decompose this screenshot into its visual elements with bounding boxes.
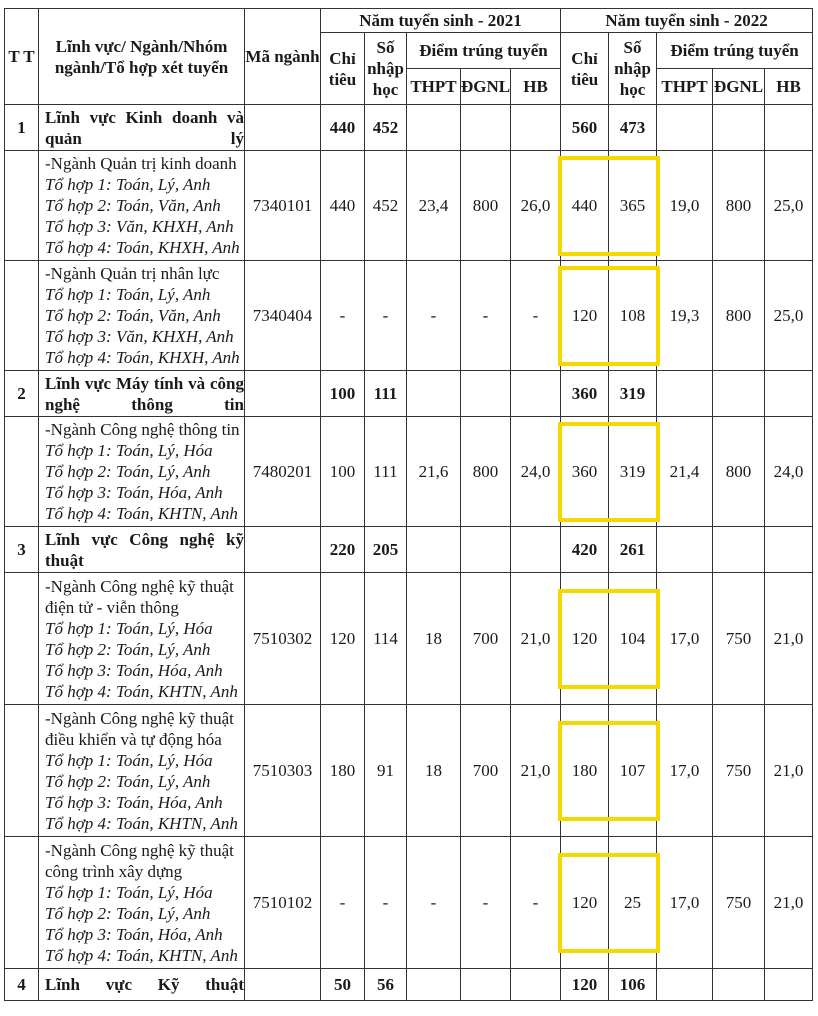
header-enrolled-2021: Số nhập học bbox=[365, 33, 407, 105]
section-code bbox=[245, 371, 321, 417]
major-name-cell bbox=[39, 837, 245, 969]
major-thpt-2022: 21,4 bbox=[657, 417, 713, 527]
section-thpt-2021 bbox=[407, 105, 461, 151]
major-thpt-2022: 17,0 bbox=[657, 837, 713, 969]
section-row bbox=[5, 105, 813, 151]
header-thpt-2022: THPT bbox=[657, 69, 713, 105]
major-row bbox=[5, 837, 813, 969]
major-hb-2022: 25,0 bbox=[765, 261, 813, 371]
major-dgnl-2021: 700 bbox=[461, 705, 511, 837]
major-hb-2022: 21,0 bbox=[765, 573, 813, 705]
section-row bbox=[5, 527, 813, 573]
major-dgnl-2022: 800 bbox=[713, 151, 765, 261]
section-quota-2022: 360 bbox=[561, 371, 609, 417]
major-quota-2021: 100 bbox=[321, 417, 365, 527]
major-hb-2021: 24,0 bbox=[511, 417, 561, 527]
combo-label: Tổ hợp 1: Toán, Lý, Anh bbox=[45, 285, 211, 304]
major-quota-2022: 440 bbox=[561, 151, 609, 261]
highlight-box bbox=[558, 589, 660, 689]
major-enrolled-2021: - bbox=[365, 261, 407, 371]
highlight-box bbox=[558, 266, 660, 366]
major-tt bbox=[5, 705, 39, 837]
combo-label: Tổ hợp 3: Văn, KHXH, Anh bbox=[45, 327, 234, 346]
section-code bbox=[245, 969, 321, 1001]
major-code: 7510303 bbox=[245, 705, 321, 837]
section-hb-2021 bbox=[511, 969, 561, 1001]
section-number: 1 bbox=[5, 105, 39, 151]
major-thpt-2021: 18 bbox=[407, 705, 461, 837]
major-dgnl-2022: 750 bbox=[713, 705, 765, 837]
section-thpt-2021 bbox=[407, 371, 461, 417]
section-dgnl-2021 bbox=[461, 527, 511, 573]
major-enrolled-2021: - bbox=[365, 837, 407, 969]
section-enrolled-2021: 452 bbox=[365, 105, 407, 151]
section-thpt-2022 bbox=[657, 527, 713, 573]
major-name: -Ngành Công nghệ kỹ thuật điều khiển và tự động hóa bbox=[45, 708, 234, 749]
header-thpt-2021: THPT bbox=[407, 69, 461, 105]
section-hb-2021 bbox=[511, 105, 561, 151]
section-dgnl-2021 bbox=[461, 969, 511, 1001]
combo-label: Tổ hợp 1: Toán, Lý, Hóa bbox=[45, 441, 213, 460]
section-enrolled-2022: 473 bbox=[609, 105, 657, 151]
major-row bbox=[5, 573, 813, 705]
section-quota-2021: 50 bbox=[321, 969, 365, 1001]
section-name-text: Lĩnh vực Kỹ thuật bbox=[45, 975, 244, 994]
table-body bbox=[5, 105, 813, 1001]
major-name-cell bbox=[39, 151, 245, 261]
major-dgnl-2022: 750 bbox=[713, 837, 765, 969]
section-dgnl-2021 bbox=[461, 371, 511, 417]
section-hb-2022 bbox=[765, 969, 813, 1001]
combo-label: Tổ hợp 2: Toán, Lý, Anh bbox=[45, 903, 211, 923]
section-thpt-2022 bbox=[657, 969, 713, 1001]
section-name-text: Lĩnh vực Công nghệ kỹ thuật bbox=[45, 529, 244, 570]
major-thpt-2021: 23,4 bbox=[407, 151, 461, 261]
major-quota-2021: 440 bbox=[321, 151, 365, 261]
combo-label: Tổ hợp 3: Văn, KHXH, Anh bbox=[45, 217, 234, 236]
combo-label: Tổ hợp 2: Toán, Lý, Anh bbox=[45, 462, 211, 481]
major-thpt-2022: 17,0 bbox=[657, 573, 713, 705]
major-dgnl-2021: - bbox=[461, 837, 511, 969]
section-quota-2021: 100 bbox=[321, 371, 365, 417]
section-dgnl-2022 bbox=[713, 371, 765, 417]
section-hb-2022 bbox=[765, 371, 813, 417]
major-thpt-2022: 19,3 bbox=[657, 261, 713, 371]
major-hb-2021: - bbox=[511, 837, 561, 969]
major-enrolled-2022: 107 bbox=[609, 705, 657, 837]
section-hb-2022 bbox=[765, 105, 813, 151]
major-thpt-2021: 21,6 bbox=[407, 417, 461, 527]
major-name-cell bbox=[39, 573, 245, 705]
header-year-2022: Năm tuyển sinh - 2022 bbox=[561, 9, 813, 33]
combo-label: Tổ hợp 4: Toán, KHTN, Anh bbox=[45, 681, 238, 701]
highlight-box bbox=[558, 422, 660, 522]
major-enrolled-2022: 108 bbox=[609, 261, 657, 371]
section-name-text: Lĩnh vực Máy tính và công nghệ thông tin bbox=[45, 373, 244, 414]
combo-label: Tổ hợp 2: Toán, Lý, Anh bbox=[45, 639, 211, 659]
highlight-box bbox=[558, 721, 660, 821]
combo-label: Tổ hợp 4: Toán, KHTN, Anh bbox=[45, 945, 238, 965]
major-thpt-2021: - bbox=[407, 261, 461, 371]
header-enrolled-2022: Số nhập học bbox=[609, 33, 657, 105]
section-quota-2022: 420 bbox=[561, 527, 609, 573]
header-tt: T T bbox=[5, 9, 39, 105]
major-hb-2022: 24,0 bbox=[765, 417, 813, 527]
section-dgnl-2022 bbox=[713, 969, 765, 1001]
major-tt bbox=[5, 417, 39, 527]
major-hb-2021: 21,0 bbox=[511, 705, 561, 837]
major-code: 7480201 bbox=[245, 417, 321, 527]
major-quota-2021: 120 bbox=[321, 573, 365, 705]
major-name-cell bbox=[39, 705, 245, 837]
section-row bbox=[5, 371, 813, 417]
major-code: 7510102 bbox=[245, 837, 321, 969]
major-thpt-2021: - bbox=[407, 837, 461, 969]
section-name bbox=[39, 105, 245, 151]
major-name-cell bbox=[39, 417, 245, 527]
major-dgnl-2022: 800 bbox=[713, 417, 765, 527]
section-thpt-2021 bbox=[407, 527, 461, 573]
major-quota-2021: - bbox=[321, 261, 365, 371]
header-dgnl-2022: ĐGNL bbox=[713, 69, 765, 105]
major-name: -Ngành Công nghệ kỹ thuật công trình xây dựng bbox=[45, 840, 234, 881]
section-dgnl-2022 bbox=[713, 527, 765, 573]
section-hb-2021 bbox=[511, 527, 561, 573]
combo-label: Tổ hợp 4: Toán, KHTN, Anh bbox=[45, 504, 238, 523]
major-tt bbox=[5, 261, 39, 371]
major-enrolled-2022: 104 bbox=[609, 573, 657, 705]
section-row bbox=[5, 969, 813, 1001]
major-thpt-2022: 19,0 bbox=[657, 151, 713, 261]
major-dgnl-2021: 800 bbox=[461, 151, 511, 261]
major-hb-2022: 25,0 bbox=[765, 151, 813, 261]
section-enrolled-2022: 106 bbox=[609, 969, 657, 1001]
header-quota-2021: Chỉ tiêu bbox=[321, 33, 365, 105]
major-enrolled-2021: 111 bbox=[365, 417, 407, 527]
section-code bbox=[245, 527, 321, 573]
section-name bbox=[39, 969, 245, 1001]
section-quota-2022: 120 bbox=[561, 969, 609, 1001]
major-name: -Ngành Quản trị kinh doanh bbox=[45, 154, 237, 173]
major-quota-2022: 360 bbox=[561, 417, 609, 527]
combo-label: Tổ hợp 1: Toán, Lý, Anh bbox=[45, 175, 211, 194]
header-scores-2021: Điểm trúng tuyển bbox=[407, 33, 561, 69]
combo-label: Tổ hợp 3: Toán, Hóa, Anh bbox=[45, 483, 223, 502]
section-code bbox=[245, 105, 321, 151]
header-hb-2021: HB bbox=[511, 69, 561, 105]
major-quota-2022: 120 bbox=[561, 837, 609, 969]
major-dgnl-2021: 800 bbox=[461, 417, 511, 527]
major-row bbox=[5, 417, 813, 527]
major-code: 7510302 bbox=[245, 573, 321, 705]
major-quota-2022: 120 bbox=[561, 261, 609, 371]
combo-label: Tổ hợp 3: Toán, Hóa, Anh bbox=[45, 660, 223, 680]
section-name-text: Lĩnh vực Kinh doanh và quản lý bbox=[45, 107, 244, 148]
major-enrolled-2022: 25 bbox=[609, 837, 657, 969]
combo-label: Tổ hợp 2: Toán, Văn, Anh bbox=[45, 306, 221, 325]
header-scores-2022: Điểm trúng tuyển bbox=[657, 33, 813, 69]
major-row bbox=[5, 261, 813, 371]
major-enrolled-2021: 91 bbox=[365, 705, 407, 837]
section-quota-2021: 220 bbox=[321, 527, 365, 573]
major-hb-2021: 26,0 bbox=[511, 151, 561, 261]
section-enrolled-2022: 261 bbox=[609, 527, 657, 573]
table-header bbox=[5, 9, 813, 105]
section-enrolled-2021: 56 bbox=[365, 969, 407, 1001]
section-dgnl-2021 bbox=[461, 105, 511, 151]
combo-label: Tổ hợp 2: Toán, Lý, Anh bbox=[45, 771, 211, 791]
major-code: 7340101 bbox=[245, 151, 321, 261]
section-enrolled-2022: 319 bbox=[609, 371, 657, 417]
combo-label: Tổ hợp 3: Toán, Hóa, Anh bbox=[45, 792, 223, 812]
major-name: -Ngành Quản trị nhân lực bbox=[45, 264, 220, 283]
section-name bbox=[39, 527, 245, 573]
major-hb-2021: 21,0 bbox=[511, 573, 561, 705]
section-enrolled-2021: 205 bbox=[365, 527, 407, 573]
header-quota-2022: Chỉ tiêu bbox=[561, 33, 609, 105]
major-dgnl-2021: 700 bbox=[461, 573, 511, 705]
major-hb-2022: 21,0 bbox=[765, 837, 813, 969]
section-thpt-2021 bbox=[407, 969, 461, 1001]
major-row bbox=[5, 705, 813, 837]
major-hb-2021: - bbox=[511, 261, 561, 371]
major-quota-2021: - bbox=[321, 837, 365, 969]
header-field: Lĩnh vực/ Ngành/Nhóm ngành/Tổ hợp xét tuyển bbox=[39, 9, 245, 105]
major-thpt-2021: 18 bbox=[407, 573, 461, 705]
major-hb-2022: 21,0 bbox=[765, 705, 813, 837]
section-thpt-2022 bbox=[657, 105, 713, 151]
section-enrolled-2021: 111 bbox=[365, 371, 407, 417]
major-dgnl-2022: 750 bbox=[713, 573, 765, 705]
header-year-2021: Năm tuyển sinh - 2021 bbox=[321, 9, 561, 33]
major-enrolled-2022: 319 bbox=[609, 417, 657, 527]
section-number: 4 bbox=[5, 969, 39, 1001]
combo-label: Tổ hợp 4: Toán, KHXH, Anh bbox=[45, 238, 240, 257]
section-hb-2021 bbox=[511, 371, 561, 417]
major-name: -Ngành Công nghệ kỹ thuật điện tử - viễn thông bbox=[45, 576, 234, 617]
combo-label: Tổ hợp 1: Toán, Lý, Hóa bbox=[45, 882, 213, 902]
section-quota-2022: 560 bbox=[561, 105, 609, 151]
major-code: 7340404 bbox=[245, 261, 321, 371]
major-tt bbox=[5, 151, 39, 261]
major-name-cell bbox=[39, 261, 245, 371]
combo-label: Tổ hợp 4: Toán, KHTN, Anh bbox=[45, 813, 238, 833]
section-dgnl-2022 bbox=[713, 105, 765, 151]
highlight-box bbox=[558, 156, 660, 256]
header-dgnl-2021: ĐGNL bbox=[461, 69, 511, 105]
major-name: -Ngành Công nghệ thông tin bbox=[45, 420, 240, 439]
header-code: Mã ngành bbox=[245, 9, 321, 105]
combo-label: Tổ hợp 4: Toán, KHXH, Anh bbox=[45, 348, 240, 367]
admission-table bbox=[4, 8, 813, 1001]
highlight-box bbox=[558, 853, 660, 953]
major-quota-2021: 180 bbox=[321, 705, 365, 837]
major-enrolled-2021: 114 bbox=[365, 573, 407, 705]
major-dgnl-2021: - bbox=[461, 261, 511, 371]
major-row bbox=[5, 151, 813, 261]
major-enrolled-2021: 452 bbox=[365, 151, 407, 261]
major-enrolled-2022: 365 bbox=[609, 151, 657, 261]
major-tt bbox=[5, 573, 39, 705]
combo-label: Tổ hợp 2: Toán, Văn, Anh bbox=[45, 196, 221, 215]
header-hb-2022: HB bbox=[765, 69, 813, 105]
major-tt bbox=[5, 837, 39, 969]
section-quota-2021: 440 bbox=[321, 105, 365, 151]
major-thpt-2022: 17,0 bbox=[657, 705, 713, 837]
major-quota-2022: 180 bbox=[561, 705, 609, 837]
major-dgnl-2022: 800 bbox=[713, 261, 765, 371]
combo-label: Tổ hợp 1: Toán, Lý, Hóa bbox=[45, 618, 213, 638]
section-hb-2022 bbox=[765, 527, 813, 573]
major-quota-2022: 120 bbox=[561, 573, 609, 705]
section-thpt-2022 bbox=[657, 371, 713, 417]
section-number: 3 bbox=[5, 527, 39, 573]
section-name bbox=[39, 371, 245, 417]
combo-label: Tổ hợp 3: Toán, Hóa, Anh bbox=[45, 924, 223, 944]
section-number: 2 bbox=[5, 371, 39, 417]
combo-label: Tổ hợp 1: Toán, Lý, Hóa bbox=[45, 750, 213, 770]
